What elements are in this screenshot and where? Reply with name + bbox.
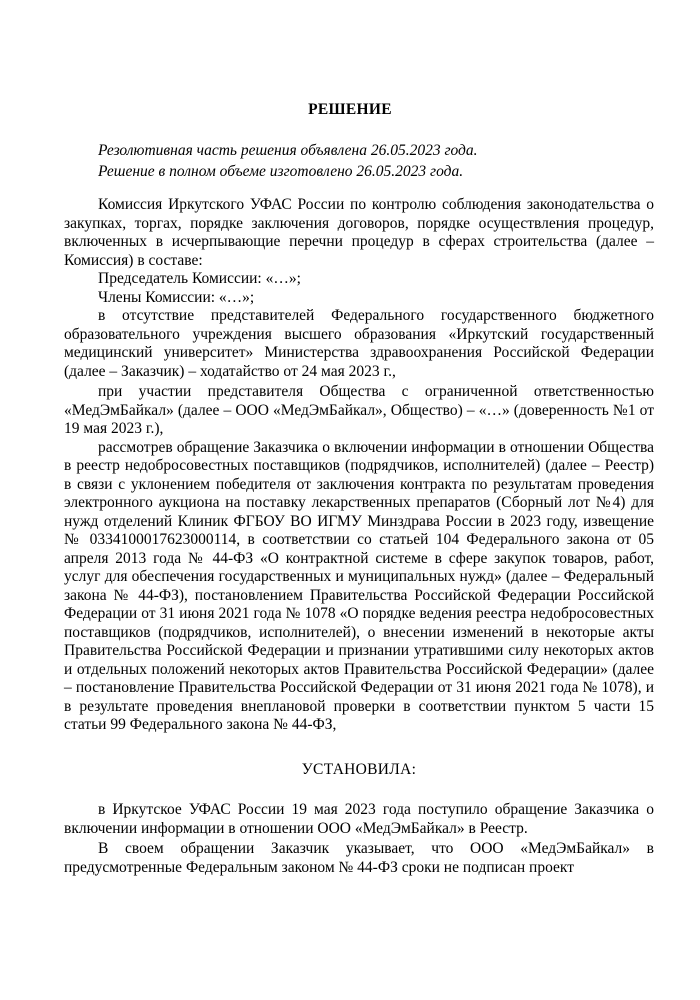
document-body [64,196,654,877]
chairman-line: Председатель Комиссии: «…»; [98,270,301,287]
document-title: РЕШЕНИЕ [308,101,392,118]
section-heading: УСТАНОВИЛА: [301,760,417,778]
absence-paragraph: в отсутствие представителей Федерального государственного бюджетного образовательного учреждения высшего образования «Иркутский государственный медицинский университет» Министерства здравоохранения Российской Федерации (далее – Заказчик) – ходатайство от 24 мая 2023 г., [64,307,654,380]
commission-paragraph: Комиссия Иркутского УФАС России по контролю соблюдения законодательства о закупках, торгах, порядке заключения договоров, порядке осуществления процедур, включенных в исчерпывающие перечни процедур в сферах строительства (далее – Комиссия) в составе: [64,196,654,269]
decision-dates [98,140,478,182]
consideration-paragraph: рассмотрев обращение Заказчика о включении информации в отношении Общества в реестр недобросовестных поставщиков (подрядчиков, исполнителей) (далее – Реестр) в связи с уклонением победителя от заключения контракта по результатам проведения электронного аукциона на поставку лекарственных препаратов (Сборный лот №4) для нужд отделений Клиник ФГБОУ ВО ИГМУ Минздрава России в 2023 году, извещение № 0334100017623000114, в соответствии со статьей 104 Федерального закона от 05 апреля 2013 года № 44-ФЗ «О контрактной системе в сфере закупок товаров, работ, услуг для обеспечения государственных и муниципальных нужд» (далее – Федеральный закона № 44-ФЗ), постановлением Правительства Российской Федерации Российской Федерации от 31 июня 2021 года № 1078 «О порядке ведения реестра недобросовестных поставщиков (подрядчиков, исполнителей), о внесении изменений в некоторые акты Правительства Российской Федерации и признании утратившими силу некоторых актов и отдельных положений некоторых актов Правительства Российской Федерации» (далее – постановление Правительства Российской Федерации от 31 июня 2021 года № 1078), и в результате проведения внеплановой проверки в соответствии пунктом 5 части 15 статьи 99 Федерального закона № 44-ФЗ, [64,438,654,733]
established-paragraph-2: В своем обращении Заказчик указывает, что ООО «МедЭмБайкал» в предусмотренные Федеральным законом № 44-ФЗ сроки не подписан проект [64,840,654,876]
completion-date-line: Решение в полном объеме изготовлено 26.05.2023 года. [98,163,464,180]
participation-paragraph: при участии представителя Общества с ограниченной ответственностью «МедЭмБайкал» (далее – ООО «МедЭмБайкал», Общество) – «…» (доверенность №1 от 19 мая 2023 г.), [64,383,654,437]
members-line: Члены Комиссии: «…»; [98,288,255,306]
established-paragraph-1: в Иркутское УФАС России 19 мая 2023 года поступило обращение Заказчика о включении информации в отношении ООО «МедЭмБайкал» в Реестр. [64,801,654,837]
announcement-date-line: Резолютивная часть решения объявлена 26.05.2023 года. [98,142,478,159]
